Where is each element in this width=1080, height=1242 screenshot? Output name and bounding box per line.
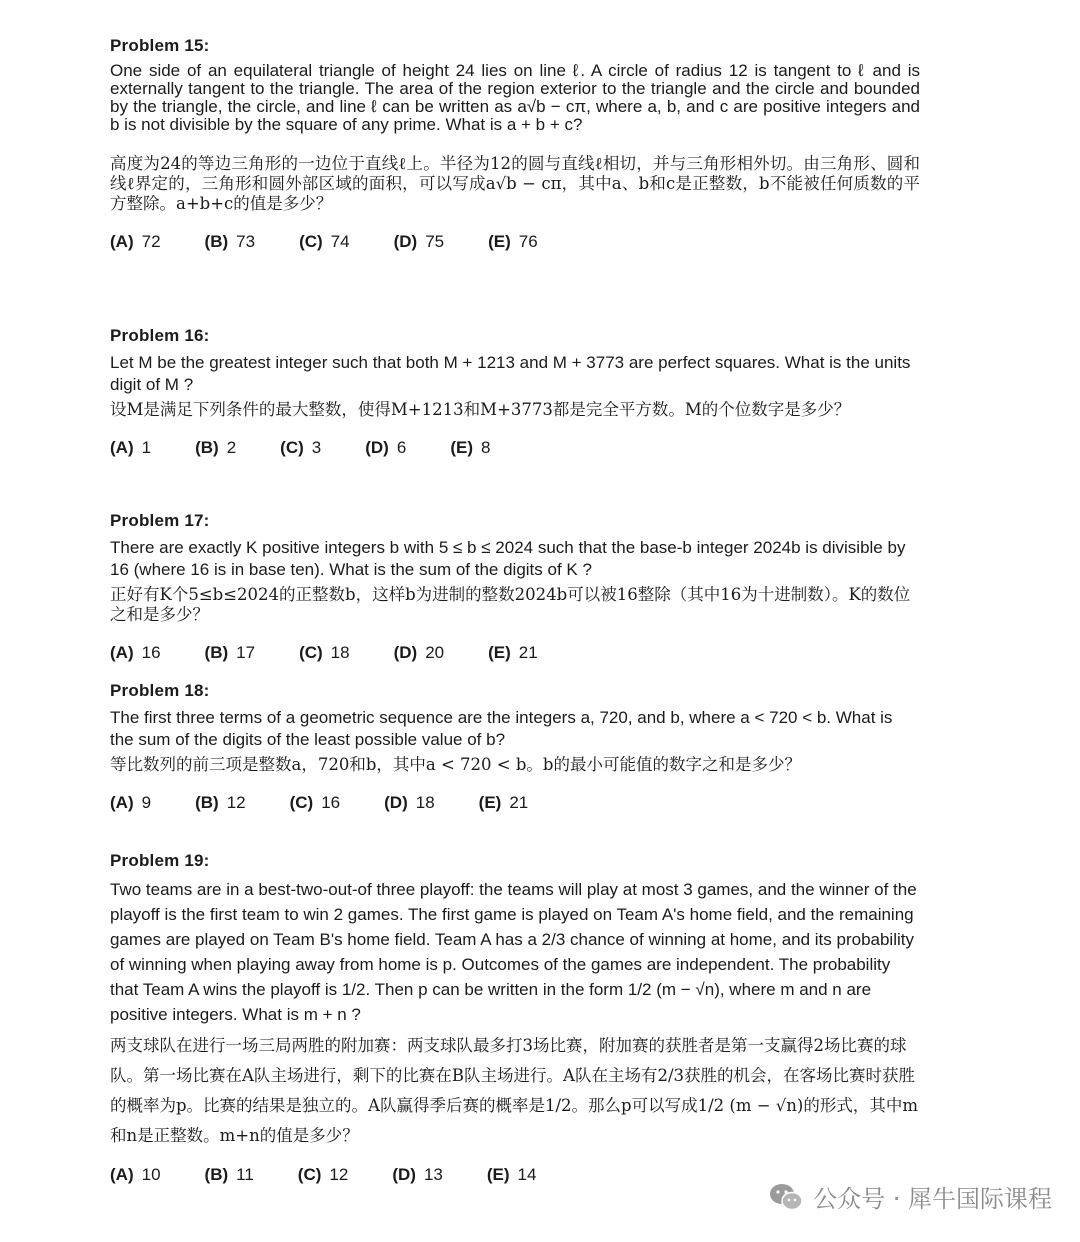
- choice-value: 16: [321, 793, 341, 812]
- problem-15: [110, 36, 920, 326]
- choice-label: (C): [280, 438, 304, 457]
- choice-e[interactable]: [487, 1165, 537, 1185]
- choice-label: (B): [204, 1165, 229, 1184]
- problem-english-text: Let M be the greatest integer such that both M + 1213 and M + 3773 are perfect squares. What is the units digit of M ?: [110, 353, 911, 394]
- choice-value: 21: [509, 793, 529, 812]
- choice-value: 13: [423, 1165, 443, 1184]
- choice-value: 2: [226, 438, 237, 457]
- problem-title: Problem 17:: [110, 511, 210, 530]
- problem-title: Problem 19:: [110, 851, 210, 870]
- choice-value: 3: [311, 438, 322, 457]
- problem-title: Problem 18:: [110, 681, 210, 700]
- choice-value: 74: [330, 232, 350, 251]
- choice-label: (B): [195, 793, 219, 812]
- choice-label: (E): [488, 232, 511, 251]
- choice-value: 1: [141, 438, 152, 457]
- choice-label: (A): [110, 643, 134, 662]
- choice-value: 20: [425, 643, 445, 662]
- choice-label: (C): [297, 1165, 322, 1184]
- choice-b[interactable]: [205, 1165, 254, 1185]
- choice-value: 14: [517, 1165, 537, 1184]
- choice-label: (D): [393, 643, 418, 662]
- choice-label: (B): [195, 438, 219, 457]
- choice-label: (C): [299, 232, 323, 251]
- problem-chinese-text: 高度为24的等边三角形的一边位于直线ℓ上。半径为12的圆与直线ℓ相切，并与三角形相外切。由三角形、圆和线ℓ界定的，三角形和圆外部区域的面积，可以写成a√b − cπ，其中a、b和c是正整数，b不能被任何质数的平方整除。a+b+c的值是多少？: [110, 154, 920, 213]
- problem-title: Problem 15:: [110, 36, 210, 55]
- answer-choices: [110, 643, 920, 663]
- choice-b[interactable]: [205, 232, 256, 252]
- problem-18: [110, 681, 920, 851]
- choice-d[interactable]: [394, 232, 445, 252]
- choice-e[interactable]: [488, 232, 538, 252]
- problem-english-text: One side of an equilateral triangle of height 24 lies on line ℓ. A circle of radius 12 is tangent to ℓ and is externally tangent to the triangle. The area of the region exterior to the triangle and the circle and bounded by the triangle, the circle, and line ℓ can be written as a√b − cπ, where a, b, and c are positive integers and b is not divisible by the square of any prime. What is a + b + c?: [110, 61, 920, 134]
- choice-value: 73: [236, 232, 256, 251]
- choice-b[interactable]: [195, 438, 236, 458]
- problem-english-text: Two teams are in a best-two-out-of three playoff: the teams will play at most 3 games, and the winner of the playoff is the first team to win 2 games. The first game is played on Team A's home field, and the remaining games are played on Team B's home field. Team A has a 2/3 chance of winning at home, and its probability of winning when playing away from home is p. Outcomes of the games are independent. The probability that Team A wins the playoff is 1/2. Then p can be written in the form 1/2 (m − √n), where m and n are positive integers. What is m + n ?: [110, 880, 917, 1024]
- choice-value: 10: [141, 1165, 161, 1184]
- choice-value: 18: [415, 793, 435, 812]
- choice-d[interactable]: [365, 438, 406, 458]
- choice-a[interactable]: [110, 438, 151, 458]
- problem-title: Problem 16:: [110, 326, 210, 345]
- choice-value: 72: [141, 232, 161, 251]
- choice-e[interactable]: [488, 643, 538, 663]
- choice-label: (C): [289, 793, 314, 812]
- choice-label: (D): [393, 232, 418, 251]
- choice-label: (E): [450, 438, 473, 457]
- choice-value: 17: [236, 643, 256, 662]
- choice-label: (E): [486, 1165, 510, 1184]
- choice-c[interactable]: [290, 793, 341, 813]
- choice-value: 76: [518, 232, 538, 251]
- choice-d[interactable]: [392, 1165, 443, 1185]
- choice-value: 21: [518, 643, 538, 662]
- choice-value: 6: [396, 438, 407, 457]
- choice-label: (A): [110, 793, 134, 812]
- choice-a[interactable]: [110, 232, 161, 252]
- answer-choices: [110, 438, 920, 458]
- choice-value: 12: [226, 793, 246, 812]
- choice-value: 11: [236, 1165, 254, 1184]
- choice-a[interactable]: [110, 643, 161, 663]
- choice-c[interactable]: [280, 438, 321, 458]
- choice-value: 12: [329, 1165, 349, 1184]
- choice-label: (D): [392, 1165, 416, 1184]
- answer-choices: [110, 793, 920, 813]
- choice-label: (E): [478, 793, 502, 812]
- choice-b[interactable]: [205, 643, 256, 663]
- choice-c[interactable]: [299, 643, 350, 663]
- choice-label: (A): [110, 438, 134, 457]
- choice-value: 9: [141, 793, 152, 812]
- problem-english-text: There are exactly K positive integers b with 5 ≤ b ≤ 2024 such that the base-b integer 2024b is divisible by 16 (where 16 is in base ten). What is the sum of the digits of K ?: [110, 538, 906, 579]
- problem-page: [110, 36, 920, 1185]
- choice-label: (D): [384, 793, 408, 812]
- choice-label: (B): [204, 232, 229, 251]
- choice-value: 18: [330, 643, 350, 662]
- wechat-icon: [769, 1182, 803, 1212]
- watermark: [769, 1179, 1052, 1214]
- choice-a[interactable]: [110, 793, 151, 813]
- choice-e[interactable]: [479, 793, 529, 813]
- choice-label: (B): [204, 643, 229, 662]
- choice-label: (D): [365, 438, 389, 457]
- choice-c[interactable]: [298, 1165, 349, 1185]
- choice-d[interactable]: [394, 643, 445, 663]
- problem-english-text: The first three terms of a geometric sequence are the integers a, 720, and b, where a < 720 < b. What is the sum of the digits of the least possible value of b?: [110, 708, 893, 749]
- choice-value: 75: [425, 232, 445, 251]
- problem-19: [110, 851, 920, 1185]
- problem-chinese-text: 设M是满足下列条件的最大整数，使得M+1213和M+3773都是完全平方数。M的个位数字是多少？: [110, 400, 851, 419]
- choice-b[interactable]: [195, 793, 246, 813]
- choice-label: (A): [110, 232, 134, 251]
- problem-chinese-text: 等比数列的前三项是整数a，720和b，其中a < 720 < b。b的最小可能值的数字之和是多少？: [110, 755, 801, 774]
- choice-d[interactable]: [384, 793, 435, 813]
- answer-choices: [110, 232, 920, 252]
- choice-a[interactable]: [110, 1165, 161, 1185]
- problem-16: [110, 326, 920, 511]
- choice-e[interactable]: [450, 438, 490, 458]
- choice-value: 8: [480, 438, 491, 457]
- watermark-text: 公众号 · 犀牛国际课程: [813, 1185, 1052, 1213]
- problem-chinese-text: 正好有K个5≤b≤2024的正整数b，这样b为进制的整数2024b可以被16整除（其中16为十进制数）。K的数位之和是多少？: [110, 585, 911, 624]
- choice-label: (E): [488, 643, 511, 662]
- problem-17: [110, 511, 920, 681]
- choice-value: 16: [141, 643, 161, 662]
- choice-c[interactable]: [299, 232, 350, 252]
- problem-chinese-text: 两支球队在进行一场三局两胜的附加赛：两支球队最多打3场比赛，附加赛的获胜者是第一支赢得2场比赛的球队。第一场比赛在A队主场进行，剩下的比赛在B队主场进行。A队在主场有2/3获胜的机会，在客场比赛时获胜的概率为p。比赛的结果是独立的。A队赢得季后赛的概率是1/2。那么p可以写成1/2 (m − √n)的形式，其中m和n是正整数。m+n的值是多少？: [110, 1036, 919, 1145]
- choice-label: (A): [110, 1165, 134, 1184]
- choice-label: (C): [299, 643, 323, 662]
